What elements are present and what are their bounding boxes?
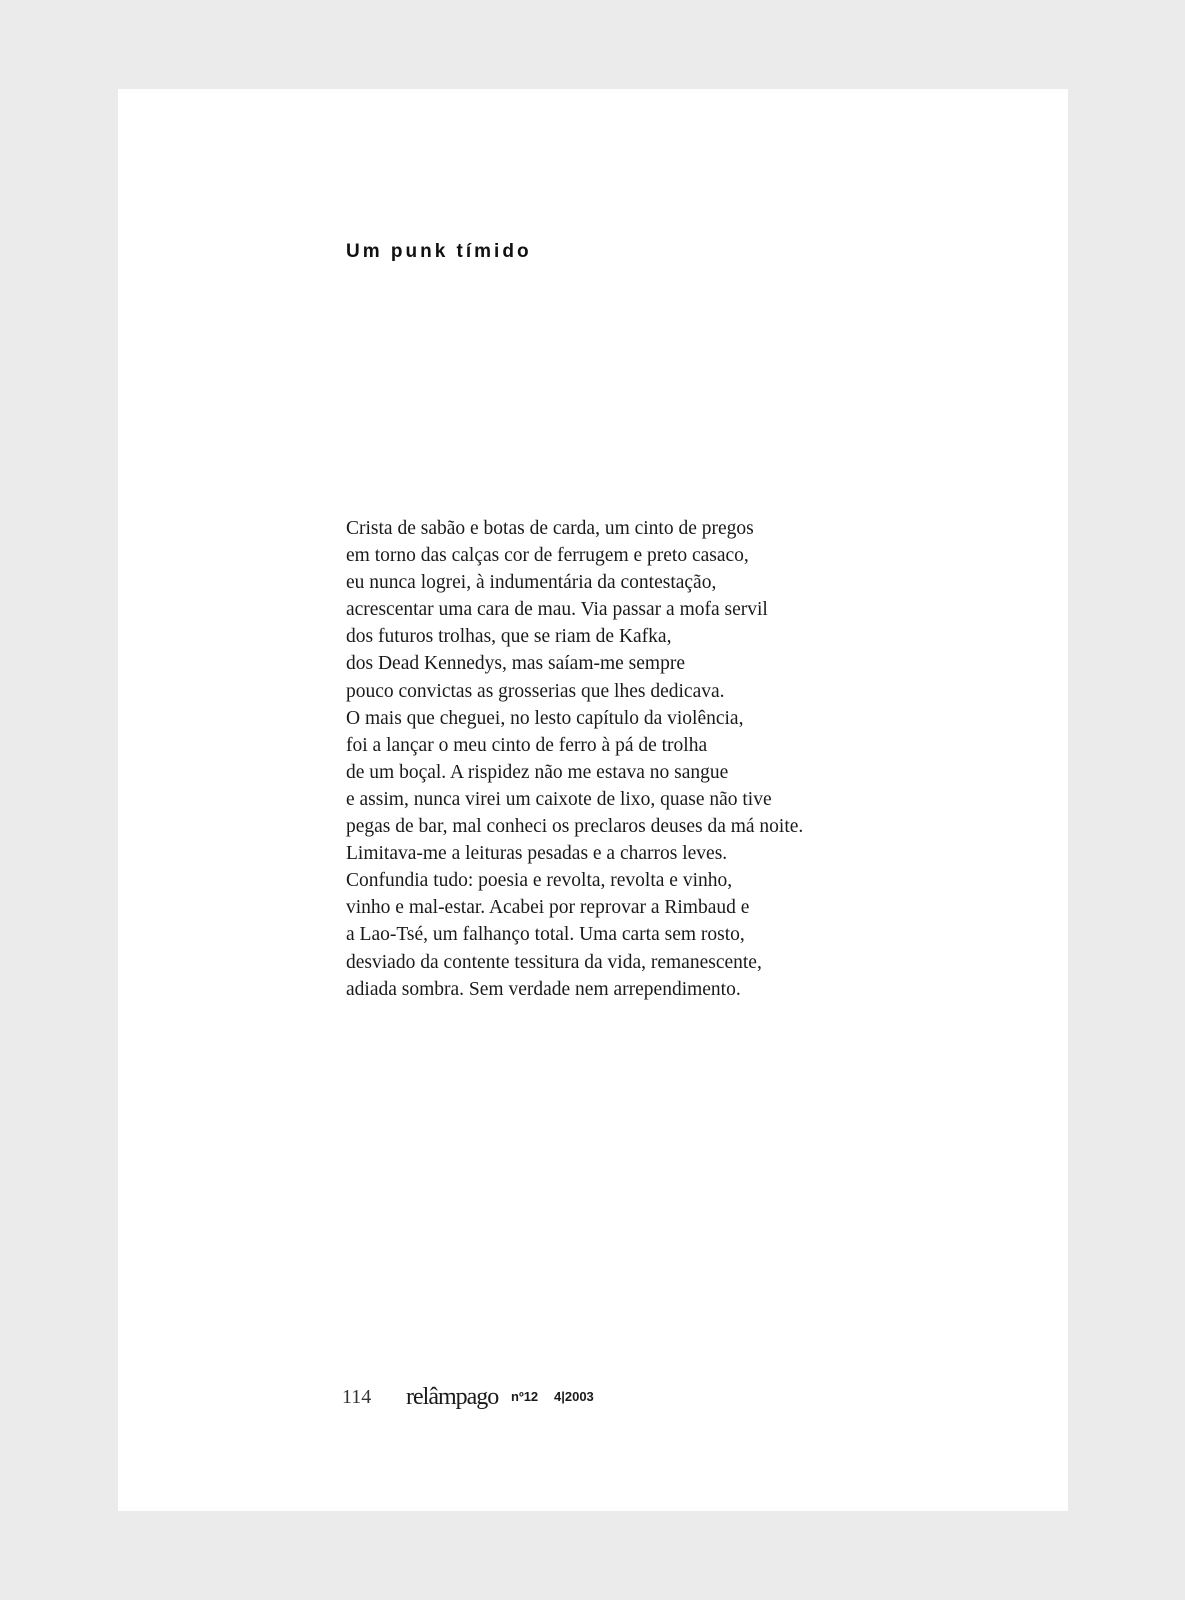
poem-line: pouco convictas as grosserias que lhes dedicava. (346, 680, 725, 702)
poem-line: desviado da contente tessitura da vida, remanescente, (346, 951, 762, 973)
poem-line: dos futuros trolhas, que se riam de Kafka, (346, 626, 672, 648)
poem-line: Crista de sabão e botas de carda, um cinto de pregos (346, 518, 754, 539)
poem-line: de um boçal. A rispidez não me estava no sangue (346, 761, 729, 783)
poem-line: O mais que cheguei, no lesto capítulo da violência, (346, 707, 744, 729)
page-number: 114 (342, 1386, 372, 1408)
poem-title: Um punk tímido (346, 241, 532, 262)
poem-line: adiada sombra. Sem verdade nem arrependimento. (346, 978, 741, 1000)
poem-line: em torno das calças cor de ferrugem e preto casaco, (346, 545, 749, 567)
page-sheet (118, 89, 1068, 1511)
poem-line: a Lao-Tsé, um falhanço total. Uma carta sem rosto, (346, 924, 745, 946)
poem-line: acrescentar uma cara de mau. Via passar a mofa servil (346, 599, 768, 621)
issue-number: nº12 (511, 1389, 539, 1404)
issue-date: 4|2003 (554, 1389, 594, 1404)
poem-line: Confundia tudo: poesia e revolta, revolta e vinho, (346, 870, 733, 892)
poem-line: dos Dead Kennedys, mas saíam-me sempre (346, 653, 685, 675)
poem-line: vinho e mal-estar. Acabei por reprovar a Rimbaud e (346, 897, 750, 919)
poem-line: pegas de bar, mal conheci os preclaros deuses da má noite. (346, 816, 804, 838)
poem-line: Limitava-me a leituras pesadas e a charros leves. (346, 843, 728, 865)
poem-line: eu nunca logrei, à indumentária da contestação, (346, 572, 717, 594)
magazine-name: relâmpago (406, 1384, 499, 1410)
poem-line: foi a lançar o meu cinto de ferro à pá de trolha (346, 734, 708, 756)
poem-body (346, 515, 803, 1003)
poem-line: e assim, nunca virei um caixote de lixo, quase não tive (346, 788, 772, 810)
